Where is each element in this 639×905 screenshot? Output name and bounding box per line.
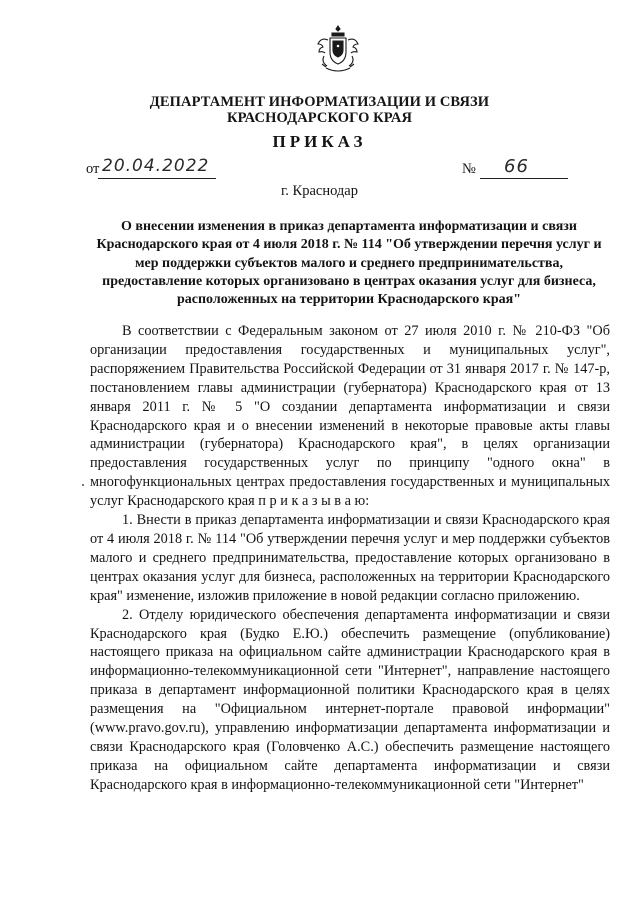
scan-speck — [82, 484, 84, 486]
paragraph-item-2: 2. Отделу юридического обеспечения департамента информатизации и связи Краснодарского края (Будко Е.Ю.) обеспечить размещение (опубликование) настоящего приказа на официальном сайте администрации Краснодарского края в информационно-телекоммуникационной сети "Интернет", направление настоящего приказа в департамент информационной политики Краснодарского края в целях размещения на "Официальном интернет-портале правовой информации" (www.pravo.gov.ru), управлению информатизации департамента информатизации и связи Краснодарского края (Головченко А.С.) обеспечить размещение настоящего приказа на официальном сайте департамента информатизации и связи Краснодарского края в информационно-телекоммуникационной сети "Интернет" — [90, 606, 610, 793]
date-underline — [98, 178, 216, 179]
organization-name-line2: КРАСНОДАРСКОГО КРАЯ — [226, 110, 413, 126]
paragraph-item-1: 1. Внести в приказ департамента информатизации и связи Краснодарского края от 4 июля 2018 г. № 114 "Об утверждении перечня услуг и мер поддержки субъектов малого и среднего предпринимательства, предоставление которых организовано в центрах оказания услуг для бизнеса, расположенных на территории Краснодарского края" изменение, изложив приложение в новой редакции согласно приложению. — [90, 512, 610, 604]
coat-of-arms-icon — [316, 24, 360, 76]
handwritten-date: 20.04.2022 — [102, 156, 210, 176]
document-type: ПРИКАЗ — [272, 132, 367, 151]
document-subject: О внесении изменения в приказ департамента информатизации и связи Краснодарского края от 4 июля 2018 г. № 114 "Об утверждении перечня услуг и мер поддержки субъектов малого и среднего предпринимательства, предоставление которых организовано в центрах оказания услуг для бизнеса, расположенных на территории Краснодарского края" — [96, 219, 602, 308]
organization-name-line1: ДЕПАРТАМЕНТ ИНФОРМАТИЗАЦИИ И СВЯЗИ — [149, 94, 490, 110]
document-body — [90, 322, 610, 795]
number-label: № — [462, 161, 476, 177]
number-underline — [480, 178, 568, 179]
city-name: г. Краснодар — [280, 183, 358, 199]
handwritten-number: 66 — [504, 156, 529, 177]
date-prefix: от — [86, 161, 100, 177]
paragraph-preamble: В соответствии с Федеральным законом от 27 июля 2010 г. № 210-ФЗ "Об организации предоставления государственных и муниципальных услуг", распоряжением Правительства Российской Федерации от 31 января 2017 г. № 147-р, постановлением главы администрации (губернатора) Краснодарского края от 13 января 2011 г. № 5 "О создании департамента информатизации и связи Краснодарского края и о внесении изменений в некоторые правовые акты главы администрации (губернатора) Краснодарского края", в целях организации предоставления государственных услуг по принципу "одного окна" в многофункциональных центрах предоставления государственных и муниципальных услуг Краснодарского края п р и к а з ы в а ю: — [90, 323, 610, 510]
